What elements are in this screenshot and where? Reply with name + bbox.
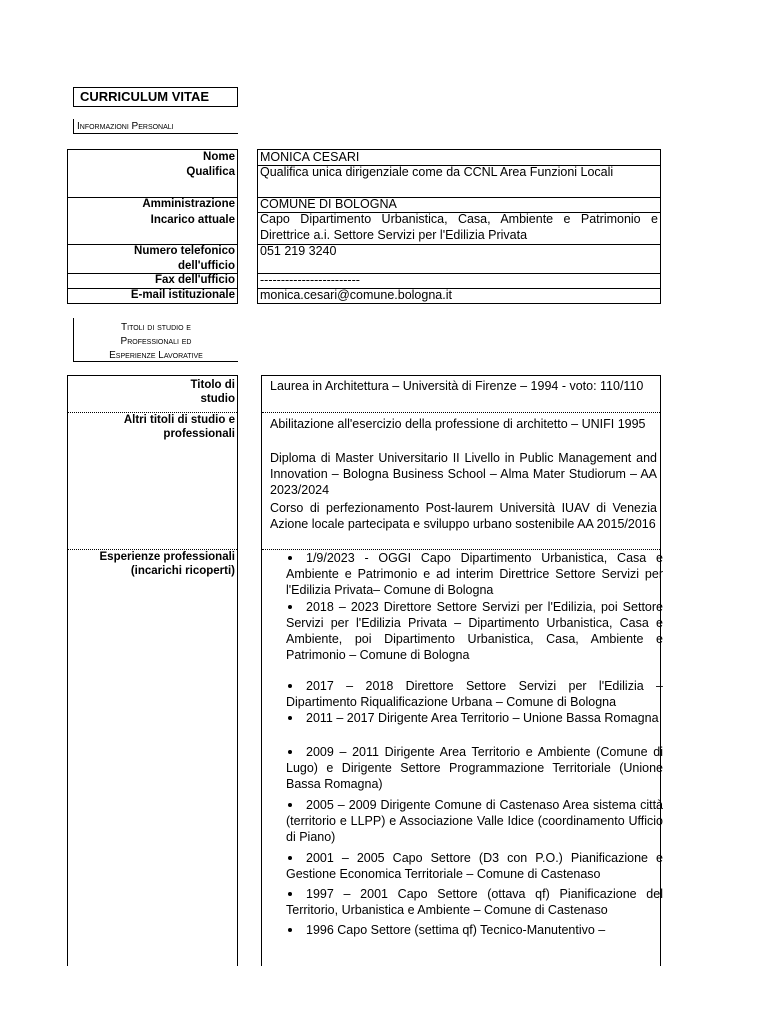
esperienze-list	[257, 550, 665, 965]
divider	[262, 412, 660, 413]
bullet-icon	[288, 856, 292, 860]
esperienza-item: 1997 – 2001 Capo Settore (ottava qf) Pianificazione del Territorio, Urbanistica e Ambiente – Comune di Castenaso	[286, 887, 663, 917]
bullet-icon	[288, 684, 292, 688]
label-incarico: Incarico attuale	[150, 214, 235, 226]
bullet-icon	[288, 750, 292, 754]
personal-values-column	[257, 149, 661, 304]
esperienza-item: 2017 – 2018 Direttore Settore Servizi per l'Edilizia – Dipartimento Riqualificazione Urbana – Comune di Bologna	[286, 679, 663, 709]
label-esperienze-1: Esperienze professionali	[99, 551, 235, 563]
label-altri-1: Altri titoli di studio e	[123, 414, 235, 426]
bullet-icon	[288, 803, 292, 807]
label-altri-2: professionali	[163, 428, 235, 440]
label-titolo-1: Titolo di	[190, 379, 235, 391]
titolo-di-studio: Laurea in Architettura – Università di Firenze – 1994 - voto: 110/110	[270, 379, 644, 393]
cv-title: CURRICULUM VITAE	[73, 87, 238, 107]
section-heading-studies-line-3: Esperienze Lavorative	[109, 350, 203, 361]
esperienza-item: 2005 – 2009 Dirigente Comune di Castenaso Area sistema città (territorio e LLPP) e Associazione Valle Idice (coordinamento Ufficio di Piano)	[286, 798, 663, 844]
altro-titolo-3: Corso di perfezionamento Post-laurem Università IUAV di Venezia Azione locale partecipata e sviluppo urbano sostenibile AA 2015/2016	[270, 501, 657, 531]
label-telefono-2: dell'ufficio	[177, 260, 235, 272]
value-qualifica: Qualifica unica dirigenziale come da CCNL Area Funzioni Locali	[260, 165, 614, 179]
bullet-icon	[288, 716, 292, 720]
label-fax: Fax dell'ufficio	[154, 274, 235, 286]
label-qualifica: Qualifica	[186, 166, 235, 178]
esperienza-item: 2018 – 2023 Direttore Settore Servizi per l'Edilizia, poi Settore Servizi per l'Edilizia Privata – Dipartimento Urbanistica, Casa e Ambiente, poi Dipartimento Urbanistica, Casa, Ambiente e Patrimonio – Comune di Bologna	[286, 600, 663, 662]
bullet-icon	[288, 605, 292, 609]
esperienza-item: 2001 – 2005 Capo Settore (D3 con P.O.) Pianificazione e Gestione Economica Territoriale – Comune di Castenaso	[286, 851, 663, 881]
value-email: monica.cesari@comune.bologna.it	[260, 288, 452, 302]
bullet-icon	[288, 892, 292, 896]
bullet-icon	[288, 928, 292, 932]
label-amministrazione: Amministrazione	[142, 198, 235, 210]
altro-titolo-1: Abilitazione all'esercizio della professione di architetto – UNIFI 1995	[270, 417, 646, 431]
altro-titolo-2: Diploma di Master Universitario II Livello in Public Management and Innovation – Bologna Business School – Alma Mater Studiorum – AA 2023/2024	[270, 451, 657, 497]
value-fax: ------------------------	[260, 273, 360, 287]
section-heading-studies-line-2: Professionali ed	[120, 336, 192, 347]
section-heading-studies	[73, 318, 238, 362]
esperienza-item: 2011 – 2017 Dirigente Area Territorio – Unione Bassa Romagna	[286, 710, 663, 726]
label-titolo-2: studio	[200, 393, 235, 405]
value-telefono: 051 219 3240	[260, 244, 337, 258]
esperienza-item: 1/9/2023 - OGGI Capo Dipartimento Urbanistica, Casa e Ambiente e Patrimonio e ad interim Direttrice Settore Servizi per l'Edilizia Privata– Comune di Bologna	[286, 551, 663, 597]
studies-labels-column	[67, 375, 238, 966]
section-heading-studies-line-1: Titoli di studio e	[121, 322, 191, 333]
value-nome: MONICA CESARI	[260, 150, 360, 164]
personal-labels-column	[67, 149, 238, 304]
value-incarico: Capo Dipartimento Urbanistica, Casa, Ambiente e Patrimonio e Direttrice a.i. Settore Servizi per l'Edilizia Privata	[260, 212, 658, 242]
esperienza-item: 1996 Capo Settore (settima qf) Tecnico-Manutentivo –	[286, 922, 663, 938]
label-nome: Nome	[203, 151, 235, 163]
label-email: E-mail istituzionale	[130, 289, 235, 301]
esperienza-item: 2009 – 2011 Dirigente Area Territorio e Ambiente (Comune di Lugo) e Dirigente Settore Programmazione Territoriale (Unione Bassa Romagna)	[286, 745, 663, 791]
section-heading-personal: Informazioni Personali	[73, 119, 238, 134]
label-telefono-1: Numero telefonico	[134, 245, 235, 257]
value-amministrazione: COMUNE DI BOLOGNA	[260, 197, 397, 211]
bullet-icon	[288, 556, 292, 560]
label-esperienze-2: (incarichi ricoperti)	[130, 565, 235, 577]
